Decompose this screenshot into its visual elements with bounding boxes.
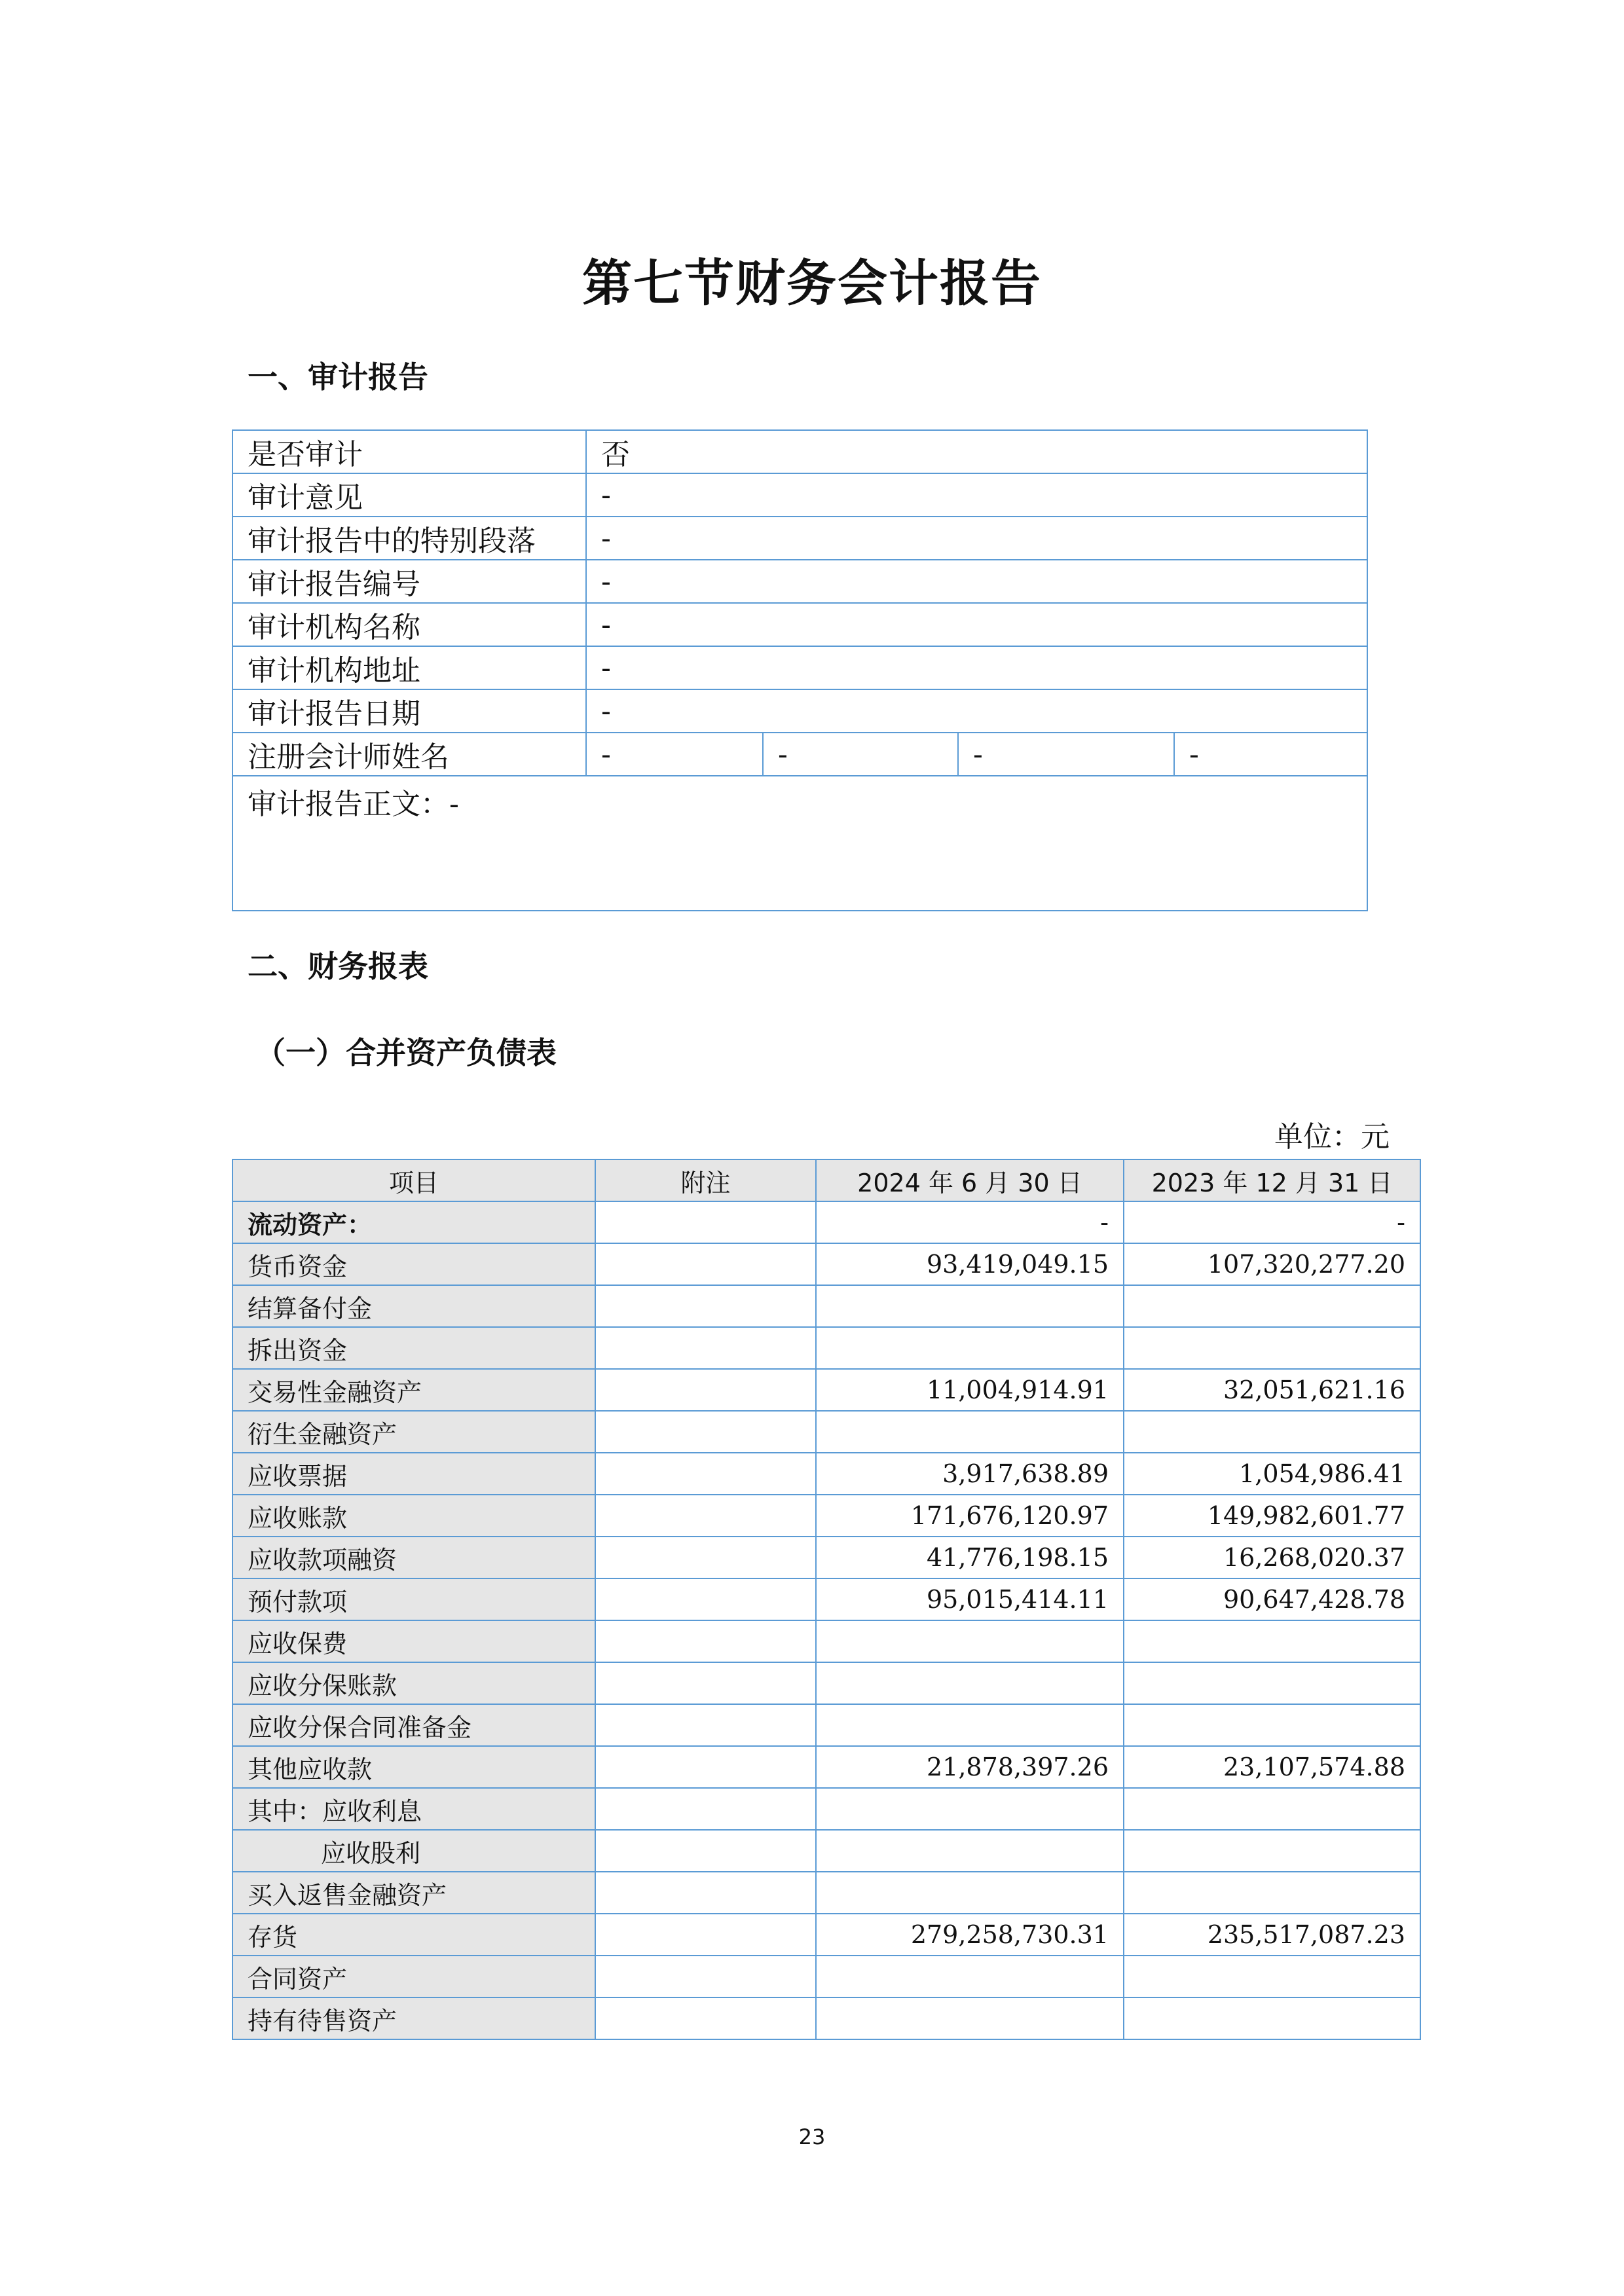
value-2023 <box>1124 1872 1420 1914</box>
audit-row <box>232 517 1367 560</box>
table-row <box>232 1411 1420 1453</box>
audit-body-text: 审计报告正文：- <box>232 776 1367 911</box>
page-number: 23 <box>798 2124 826 2149</box>
audit-value: - <box>586 473 1367 517</box>
value-2023: 90,647,428.78 <box>1124 1578 1420 1620</box>
item-label: 流动资产： <box>232 1201 595 1243</box>
item-label: 合同资产 <box>232 1956 595 1997</box>
value-2023 <box>1124 1662 1420 1704</box>
item-label: 拆出资金 <box>232 1327 595 1369</box>
column-header-2024: 2024 年 6 月 30 日 <box>816 1159 1124 1201</box>
audit-value: - <box>586 689 1367 733</box>
note-cell <box>595 1997 816 2039</box>
audit-value: 否 <box>586 430 1367 473</box>
table-row <box>232 1746 1420 1788</box>
audit-label: 审计机构名称 <box>232 603 586 646</box>
audit-label: 注册会计师姓名 <box>232 733 586 776</box>
value-2024: 41,776,198.15 <box>816 1537 1124 1578</box>
item-label: 应收保费 <box>232 1620 595 1662</box>
item-label: 持有待售资产 <box>232 1997 595 2039</box>
balance-sheet-table <box>232 1159 1421 2040</box>
value-2023 <box>1124 1956 1420 1997</box>
audit-label: 审计报告中的特别段落 <box>232 517 586 560</box>
value-2024 <box>816 1620 1124 1662</box>
table-row <box>232 1914 1420 1956</box>
value-2024 <box>816 1997 1124 2039</box>
audit-value: - <box>586 646 1367 689</box>
audit-label: 审计报告编号 <box>232 560 586 603</box>
audit-value: - <box>586 560 1367 603</box>
value-2023 <box>1124 1788 1420 1830</box>
table-row <box>232 1369 1420 1411</box>
value-2023 <box>1124 1327 1420 1369</box>
item-label: 预付款项 <box>232 1578 595 1620</box>
table-row <box>232 1537 1420 1578</box>
item-label: 应收股利 <box>232 1830 595 1872</box>
value-2024 <box>816 1411 1124 1453</box>
value-2023: 149,982,601.77 <box>1124 1495 1420 1537</box>
value-2023: 107,320,277.20 <box>1124 1243 1420 1285</box>
column-header-note: 附注 <box>595 1159 816 1201</box>
value-2024: 171,676,120.97 <box>816 1495 1124 1537</box>
item-label: 其他应收款 <box>232 1746 595 1788</box>
audit-accountant-row <box>232 733 1367 776</box>
column-header-item: 项目 <box>232 1159 595 1201</box>
value-2023 <box>1124 1704 1420 1746</box>
value-2024 <box>816 1327 1124 1369</box>
value-2023 <box>1124 1620 1420 1662</box>
value-2024: - <box>816 1201 1124 1243</box>
value-2023: - <box>1124 1201 1420 1243</box>
item-label: 存货 <box>232 1914 595 1956</box>
note-cell <box>595 1537 816 1578</box>
table-row <box>232 1620 1420 1662</box>
note-cell <box>595 1201 816 1243</box>
note-cell <box>595 1662 816 1704</box>
note-cell <box>595 1746 816 1788</box>
value-2023: 1,054,986.41 <box>1124 1453 1420 1495</box>
table-row <box>232 1578 1420 1620</box>
value-2024: 11,004,914.91 <box>816 1369 1124 1411</box>
note-cell <box>595 1453 816 1495</box>
audit-label: 审计报告日期 <box>232 689 586 733</box>
note-cell <box>595 1578 816 1620</box>
value-2023 <box>1124 1830 1420 1872</box>
note-cell <box>595 1956 816 1997</box>
section-heading-audit: 一、审计报告 <box>248 359 428 395</box>
note-cell <box>595 1411 816 1453</box>
value-2024 <box>816 1872 1124 1914</box>
value-2024 <box>816 1704 1124 1746</box>
table-row <box>232 1243 1420 1285</box>
audit-row <box>232 689 1367 733</box>
table-row <box>232 1872 1420 1914</box>
value-2024 <box>816 1956 1124 1997</box>
value-2023 <box>1124 1997 1420 2039</box>
value-2024 <box>816 1788 1124 1830</box>
value-2023: 23,107,574.88 <box>1124 1746 1420 1788</box>
table-row <box>232 1201 1420 1243</box>
table-row <box>232 1956 1420 1997</box>
value-2023: 16,268,020.37 <box>1124 1537 1420 1578</box>
value-2023: 235,517,087.23 <box>1124 1914 1420 1956</box>
note-cell <box>595 1788 816 1830</box>
item-label: 应收分保账款 <box>232 1662 595 1704</box>
note-cell <box>595 1495 816 1537</box>
audit-row <box>232 560 1367 603</box>
table-row <box>232 1327 1420 1369</box>
table-row <box>232 1453 1420 1495</box>
value-2024 <box>816 1662 1124 1704</box>
item-label: 结算备付金 <box>232 1285 595 1327</box>
table-row <box>232 1662 1420 1704</box>
unit-label: 单位：元 <box>1274 1120 1390 1154</box>
value-2024: 279,258,730.31 <box>816 1914 1124 1956</box>
audit-label: 审计机构地址 <box>232 646 586 689</box>
note-cell <box>595 1914 816 1956</box>
audit-label: 是否审计 <box>232 430 586 473</box>
table-row <box>232 1495 1420 1537</box>
item-label: 衍生金融资产 <box>232 1411 595 1453</box>
value-2023 <box>1124 1285 1420 1327</box>
item-label: 应收票据 <box>232 1453 595 1495</box>
note-cell <box>595 1872 816 1914</box>
audit-value: - <box>586 603 1367 646</box>
column-header-2023: 2023 年 12 月 31 日 <box>1124 1159 1420 1201</box>
audit-row <box>232 603 1367 646</box>
page-title: 第七节财务会计报告 <box>582 254 1042 312</box>
audit-row <box>232 430 1367 473</box>
note-cell <box>595 1285 816 1327</box>
note-cell <box>595 1327 816 1369</box>
item-label: 应收账款 <box>232 1495 595 1537</box>
table-row <box>232 1830 1420 1872</box>
accountant-name: - <box>958 733 1174 776</box>
note-cell <box>595 1704 816 1746</box>
table-row <box>232 1285 1420 1327</box>
note-cell <box>595 1830 816 1872</box>
table-header-row <box>232 1159 1420 1201</box>
note-cell <box>595 1369 816 1411</box>
subsection-heading-balance-sheet: （一）合并资产负债表 <box>255 1035 557 1070</box>
audit-label: 审计意见 <box>232 473 586 517</box>
value-2024 <box>816 1285 1124 1327</box>
section-heading-financial: 二、财务报表 <box>248 949 428 984</box>
audit-table <box>232 429 1368 911</box>
audit-row <box>232 646 1367 689</box>
accountant-name: - <box>763 733 958 776</box>
table-row <box>232 1788 1420 1830</box>
value-2023: 32,051,621.16 <box>1124 1369 1420 1411</box>
audit-value: - <box>586 517 1367 560</box>
item-label: 应收分保合同准备金 <box>232 1704 595 1746</box>
accountant-name: - <box>1174 733 1367 776</box>
item-label: 货币资金 <box>232 1243 595 1285</box>
audit-row <box>232 473 1367 517</box>
table-row <box>232 1997 1420 2039</box>
item-label: 买入返售金融资产 <box>232 1872 595 1914</box>
note-cell <box>595 1620 816 1662</box>
item-label: 其中：应收利息 <box>232 1788 595 1830</box>
note-cell <box>595 1243 816 1285</box>
table-row <box>232 1704 1420 1746</box>
accountant-name: - <box>586 733 763 776</box>
value-2023 <box>1124 1411 1420 1453</box>
audit-body-row <box>232 776 1367 911</box>
value-2024: 93,419,049.15 <box>816 1243 1124 1285</box>
value-2024: 3,917,638.89 <box>816 1453 1124 1495</box>
item-label: 应收款项融资 <box>232 1537 595 1578</box>
value-2024 <box>816 1830 1124 1872</box>
value-2024: 21,878,397.26 <box>816 1746 1124 1788</box>
value-2024: 95,015,414.11 <box>816 1578 1124 1620</box>
item-label: 交易性金融资产 <box>232 1369 595 1411</box>
